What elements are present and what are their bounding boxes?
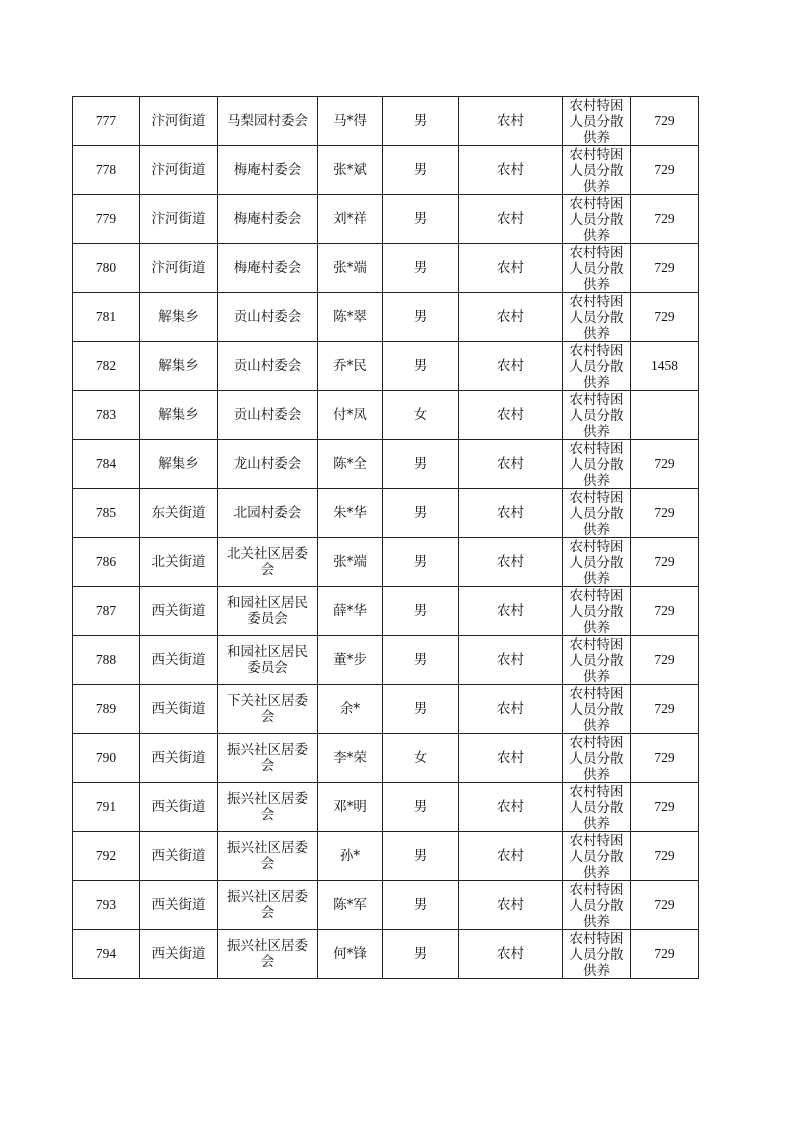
category-cell xyxy=(563,97,631,146)
name-cell: 董*步 xyxy=(318,636,383,685)
town-cell: 东关街道 xyxy=(140,489,218,538)
category-cell xyxy=(563,342,631,391)
sex-cell: 男 xyxy=(383,97,459,146)
village-text: 振兴社区居委会 xyxy=(227,889,308,921)
town-cell: 汴河街道 xyxy=(140,244,218,293)
village-cell xyxy=(218,342,318,391)
category-cell xyxy=(563,489,631,538)
village-cell xyxy=(218,391,318,440)
town-cell: 解集乡 xyxy=(140,293,218,342)
village-cell xyxy=(218,587,318,636)
type-cell: 农村 xyxy=(459,587,563,636)
category-cell xyxy=(563,734,631,783)
village-cell xyxy=(218,146,318,195)
village-text: 贡山村委会 xyxy=(233,358,302,374)
village-text: 梅庵村委会 xyxy=(233,260,302,276)
table-row xyxy=(73,734,699,783)
table-row xyxy=(73,783,699,832)
name-cell: 薛*华 xyxy=(318,587,383,636)
table-row xyxy=(73,391,699,440)
category-cell xyxy=(563,685,631,734)
row-number: 779 xyxy=(73,195,140,244)
row-number: 787 xyxy=(73,587,140,636)
category-text: 农村特困人员分散供养 xyxy=(569,98,624,145)
type-cell: 农村 xyxy=(459,440,563,489)
row-number: 777 xyxy=(73,97,140,146)
table-row xyxy=(73,685,699,734)
row-number: 785 xyxy=(73,489,140,538)
category-cell xyxy=(563,832,631,881)
category-text: 农村特困人员分散供养 xyxy=(569,637,624,684)
sex-cell: 男 xyxy=(383,244,459,293)
town-cell: 西关街道 xyxy=(140,685,218,734)
row-number: 782 xyxy=(73,342,140,391)
row-number: 789 xyxy=(73,685,140,734)
category-text: 农村特困人员分散供养 xyxy=(569,343,624,390)
amount-cell: 729 xyxy=(631,146,699,195)
table-row xyxy=(73,832,699,881)
town-cell: 解集乡 xyxy=(140,342,218,391)
roster-body xyxy=(73,97,699,979)
name-cell: 李*荣 xyxy=(318,734,383,783)
table-row xyxy=(73,293,699,342)
category-cell xyxy=(563,783,631,832)
village-cell xyxy=(218,538,318,587)
sex-cell: 男 xyxy=(383,342,459,391)
category-cell xyxy=(563,636,631,685)
sex-cell: 男 xyxy=(383,783,459,832)
village-text: 龙山村委会 xyxy=(233,456,302,472)
village-cell xyxy=(218,489,318,538)
amount-cell: 729 xyxy=(631,832,699,881)
category-text: 农村特困人员分散供养 xyxy=(569,588,624,635)
row-number: 793 xyxy=(73,881,140,930)
type-cell: 农村 xyxy=(459,783,563,832)
village-cell xyxy=(218,832,318,881)
category-text: 农村特困人员分散供养 xyxy=(569,245,624,292)
amount-cell xyxy=(631,391,699,440)
table-row xyxy=(73,636,699,685)
type-cell: 农村 xyxy=(459,97,563,146)
table-row xyxy=(73,97,699,146)
category-cell xyxy=(563,391,631,440)
sex-cell: 男 xyxy=(383,195,459,244)
town-cell: 西关街道 xyxy=(140,832,218,881)
type-cell: 农村 xyxy=(459,489,563,538)
village-cell xyxy=(218,881,318,930)
village-text: 振兴社区居委会 xyxy=(227,840,308,872)
town-cell: 北关街道 xyxy=(140,538,218,587)
sex-cell: 男 xyxy=(383,538,459,587)
row-number: 791 xyxy=(73,783,140,832)
category-text: 农村特困人员分散供养 xyxy=(569,931,624,978)
town-cell: 汴河街道 xyxy=(140,195,218,244)
sex-cell: 男 xyxy=(383,636,459,685)
amount-cell: 729 xyxy=(631,734,699,783)
category-cell xyxy=(563,440,631,489)
type-cell: 农村 xyxy=(459,881,563,930)
row-number: 783 xyxy=(73,391,140,440)
town-cell: 汴河街道 xyxy=(140,97,218,146)
type-cell: 农村 xyxy=(459,930,563,979)
village-cell xyxy=(218,685,318,734)
type-cell: 农村 xyxy=(459,293,563,342)
amount-cell: 729 xyxy=(631,538,699,587)
village-text: 振兴社区居委会 xyxy=(227,938,308,970)
category-text: 农村特困人员分散供养 xyxy=(569,833,624,880)
category-text: 农村特困人员分散供养 xyxy=(569,539,624,586)
sex-cell: 男 xyxy=(383,293,459,342)
name-cell: 孙* xyxy=(318,832,383,881)
name-cell: 陈*全 xyxy=(318,440,383,489)
village-text: 梅庵村委会 xyxy=(233,211,302,227)
category-cell xyxy=(563,881,631,930)
village-text: 马梨园村委会 xyxy=(227,113,308,129)
type-cell: 农村 xyxy=(459,244,563,293)
village-cell xyxy=(218,293,318,342)
category-text: 农村特困人员分散供养 xyxy=(569,441,624,488)
name-cell: 张*端 xyxy=(318,244,383,293)
category-cell xyxy=(563,244,631,293)
town-cell: 西关街道 xyxy=(140,783,218,832)
amount-cell: 729 xyxy=(631,881,699,930)
category-text: 农村特困人员分散供养 xyxy=(569,735,624,782)
table-row xyxy=(73,538,699,587)
village-cell xyxy=(218,440,318,489)
village-text: 下关社区居委会 xyxy=(227,693,308,725)
village-text: 振兴社区居委会 xyxy=(227,742,308,774)
category-text: 农村特困人员分散供养 xyxy=(569,686,624,733)
row-number: 781 xyxy=(73,293,140,342)
village-cell xyxy=(218,636,318,685)
category-text: 农村特困人员分散供养 xyxy=(569,147,624,194)
table-row xyxy=(73,244,699,293)
amount-cell: 729 xyxy=(631,489,699,538)
sex-cell: 女 xyxy=(383,734,459,783)
amount-cell: 729 xyxy=(631,440,699,489)
category-text: 农村特困人员分散供养 xyxy=(569,882,624,929)
amount-cell: 729 xyxy=(631,244,699,293)
type-cell: 农村 xyxy=(459,832,563,881)
sex-cell: 男 xyxy=(383,881,459,930)
village-text: 贡山村委会 xyxy=(233,309,302,325)
amount-cell: 729 xyxy=(631,685,699,734)
table-row xyxy=(73,489,699,538)
village-text: 和园社区居民委员会 xyxy=(227,595,308,627)
table-row xyxy=(73,587,699,636)
roster-table xyxy=(72,96,699,979)
name-cell: 刘*祥 xyxy=(318,195,383,244)
table-row xyxy=(73,342,699,391)
category-cell xyxy=(563,293,631,342)
town-cell: 西关街道 xyxy=(140,881,218,930)
town-cell: 解集乡 xyxy=(140,391,218,440)
category-text: 农村特困人员分散供养 xyxy=(569,196,624,243)
name-cell: 马*得 xyxy=(318,97,383,146)
town-cell: 西关街道 xyxy=(140,636,218,685)
village-cell xyxy=(218,195,318,244)
village-text: 梅庵村委会 xyxy=(233,162,302,178)
town-cell: 西关街道 xyxy=(140,930,218,979)
town-cell: 解集乡 xyxy=(140,440,218,489)
category-cell xyxy=(563,930,631,979)
type-cell: 农村 xyxy=(459,391,563,440)
sex-cell: 男 xyxy=(383,832,459,881)
row-number: 778 xyxy=(73,146,140,195)
village-text: 和园社区居民委员会 xyxy=(227,644,308,676)
sex-cell: 男 xyxy=(383,930,459,979)
town-cell: 西关街道 xyxy=(140,587,218,636)
sex-cell: 男 xyxy=(383,489,459,538)
amount-cell: 729 xyxy=(631,587,699,636)
village-text: 北园村委会 xyxy=(233,505,302,521)
table-row xyxy=(73,440,699,489)
name-cell: 何*锋 xyxy=(318,930,383,979)
row-number: 788 xyxy=(73,636,140,685)
row-number: 784 xyxy=(73,440,140,489)
row-number: 794 xyxy=(73,930,140,979)
table-row xyxy=(73,881,699,930)
category-cell xyxy=(563,587,631,636)
village-cell xyxy=(218,930,318,979)
category-cell xyxy=(563,146,631,195)
sex-cell: 男 xyxy=(383,587,459,636)
village-text: 北关社区居委会 xyxy=(227,546,308,578)
amount-cell: 729 xyxy=(631,293,699,342)
table-row xyxy=(73,930,699,979)
amount-cell: 1458 xyxy=(631,342,699,391)
amount-cell: 729 xyxy=(631,97,699,146)
name-cell: 张*端 xyxy=(318,538,383,587)
name-cell: 乔*民 xyxy=(318,342,383,391)
type-cell: 农村 xyxy=(459,734,563,783)
village-text: 贡山村委会 xyxy=(233,407,302,423)
category-text: 农村特困人员分散供养 xyxy=(569,490,624,537)
row-number: 792 xyxy=(73,832,140,881)
amount-cell: 729 xyxy=(631,636,699,685)
amount-cell: 729 xyxy=(631,783,699,832)
type-cell: 农村 xyxy=(459,685,563,734)
sex-cell: 男 xyxy=(383,440,459,489)
table-row xyxy=(73,146,699,195)
village-text: 振兴社区居委会 xyxy=(227,791,308,823)
category-text: 农村特困人员分散供养 xyxy=(569,294,624,341)
category-cell xyxy=(563,195,631,244)
type-cell: 农村 xyxy=(459,195,563,244)
town-cell: 西关街道 xyxy=(140,734,218,783)
table-row xyxy=(73,195,699,244)
category-text: 农村特困人员分散供养 xyxy=(569,392,624,439)
amount-cell: 729 xyxy=(631,195,699,244)
sex-cell: 男 xyxy=(383,685,459,734)
village-cell xyxy=(218,244,318,293)
category-text: 农村特困人员分散供养 xyxy=(569,784,624,831)
village-cell xyxy=(218,97,318,146)
sex-cell: 男 xyxy=(383,146,459,195)
category-cell xyxy=(563,538,631,587)
type-cell: 农村 xyxy=(459,342,563,391)
amount-cell: 729 xyxy=(631,930,699,979)
sex-cell: 女 xyxy=(383,391,459,440)
type-cell: 农村 xyxy=(459,636,563,685)
name-cell: 付*凤 xyxy=(318,391,383,440)
village-cell xyxy=(218,783,318,832)
name-cell: 陈*翠 xyxy=(318,293,383,342)
village-cell xyxy=(218,734,318,783)
type-cell: 农村 xyxy=(459,538,563,587)
row-number: 790 xyxy=(73,734,140,783)
row-number: 786 xyxy=(73,538,140,587)
name-cell: 陈*军 xyxy=(318,881,383,930)
town-cell: 汴河街道 xyxy=(140,146,218,195)
name-cell: 张*斌 xyxy=(318,146,383,195)
name-cell: 余* xyxy=(318,685,383,734)
name-cell: 邓*明 xyxy=(318,783,383,832)
type-cell: 农村 xyxy=(459,146,563,195)
row-number: 780 xyxy=(73,244,140,293)
name-cell: 朱*华 xyxy=(318,489,383,538)
